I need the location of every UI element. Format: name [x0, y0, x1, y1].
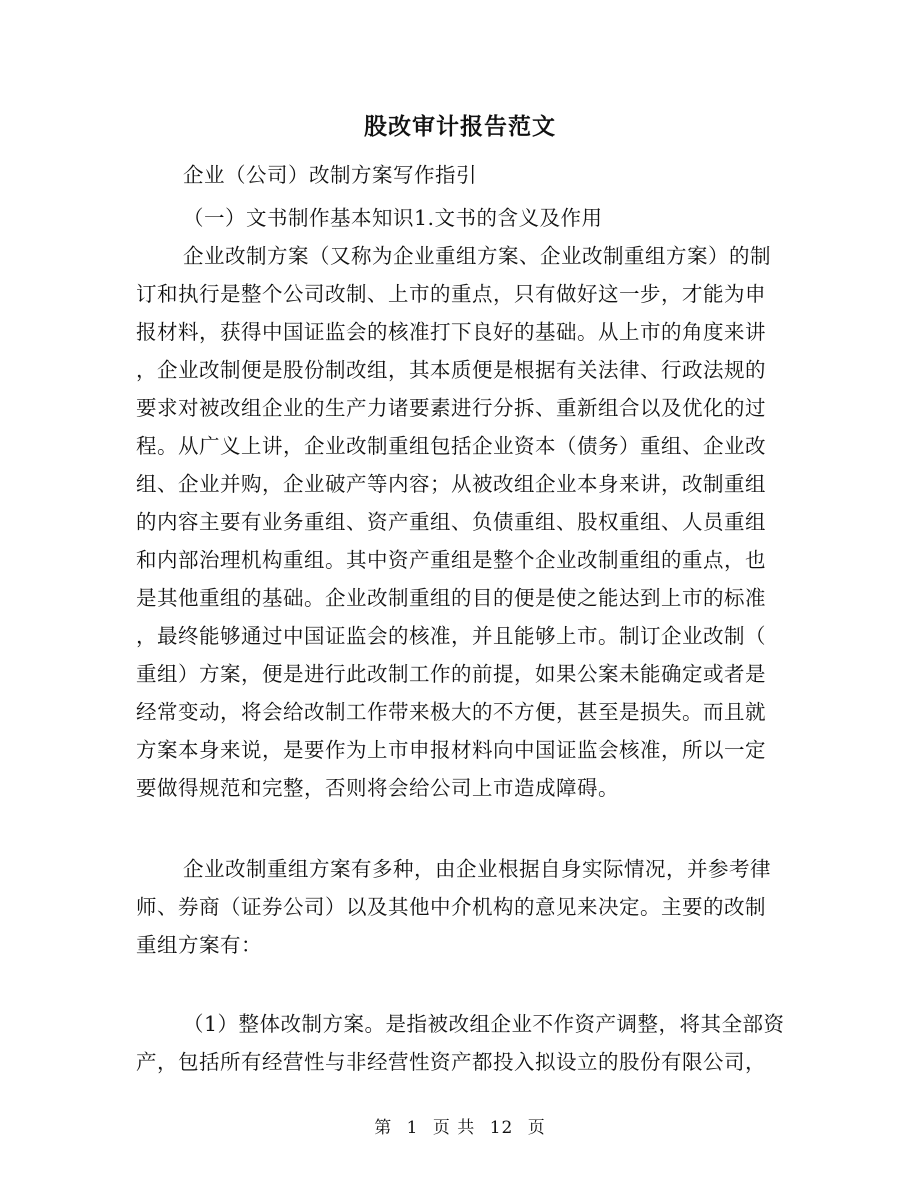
text-line: 是其他重组的基础。企业改制重组的目的便是使之能达到上市的标准: [136, 586, 766, 610]
text-line: 企业改制重组方案有多种，由企业根据自身实际情况，并参考律: [183, 857, 771, 881]
footer-middle: 页 共: [432, 1118, 476, 1138]
text-line: 方案本身来说，是要作为上市申报材料向中国证监会核准，所以一定: [136, 738, 766, 762]
text-line: 师、券商（证券公司）以及其他中介机构的意见来决定。主要的改制: [136, 895, 766, 919]
page-footer: [0, 1113, 920, 1138]
text-line: 经常变动，将会给改制工作带来极大的不方便，甚至是损失。而且就: [136, 700, 766, 724]
text-line: 重组）方案，便是进行此改制工作的前提，如果公案未能确定或者是: [136, 662, 766, 686]
text-line: 企业改制方案（又称为企业重组方案、企业改制重组方案）的制: [183, 244, 771, 268]
text-line: 产，包括所有经营性与非经营性资产都投入拟设立的股份有限公司，: [136, 1050, 766, 1074]
subsection-heading: （一）文书制作基本知识1.文书的含义及作用: [183, 206, 603, 230]
text-line: 的内容主要有业务重组、资产重组、负债重组、股权重组、人员重组: [136, 510, 766, 534]
text-line: 订和执行是整个公司改制、上市的重点，只有做好这一步，才能为申: [136, 282, 766, 306]
text-line: 要做得规范和完整，否则将会给公司上市造成障碍。: [136, 776, 619, 800]
text-line: ，最终能够通过中国证监会的核准，并且能够上市。制订企业改制（: [136, 624, 766, 648]
footer-prefix: 第: [374, 1118, 393, 1138]
footer-total-pages: 12: [489, 1118, 514, 1138]
footer-suffix: 页: [527, 1118, 546, 1138]
text-line: 组、企业并购，企业破产等内容；从被改组企业本身来讲，改制重组: [136, 472, 766, 496]
section-heading: 企业（公司）改制方案写作指引: [183, 163, 477, 187]
document-title: 股改审计报告范文: [364, 113, 556, 140]
text-line: 程。从广义上讲，企业改制重组包括企业资本（债务）重组、企业改: [136, 434, 766, 458]
text-line: 报材料，获得中国证监会的核准打下良好的基础。从上市的角度来讲: [136, 320, 766, 344]
text-line: ，企业改制便是股份制改组，其本质便是根据有关法律、行政法规的: [136, 358, 766, 382]
text-line: 和内部治理机构重组。其中资产重组是整个企业改制重组的重点，也: [136, 548, 766, 572]
footer-current-page: 1: [406, 1118, 419, 1138]
text-line: 要求对被改组企业的生产力诸要素进行分拆、重新组合以及优化的过: [136, 396, 766, 420]
text-line: 重组方案有：: [136, 933, 262, 957]
text-line: （1）整体改制方案。是指被改组企业不作资产调整，将其全部资: [183, 1012, 785, 1036]
